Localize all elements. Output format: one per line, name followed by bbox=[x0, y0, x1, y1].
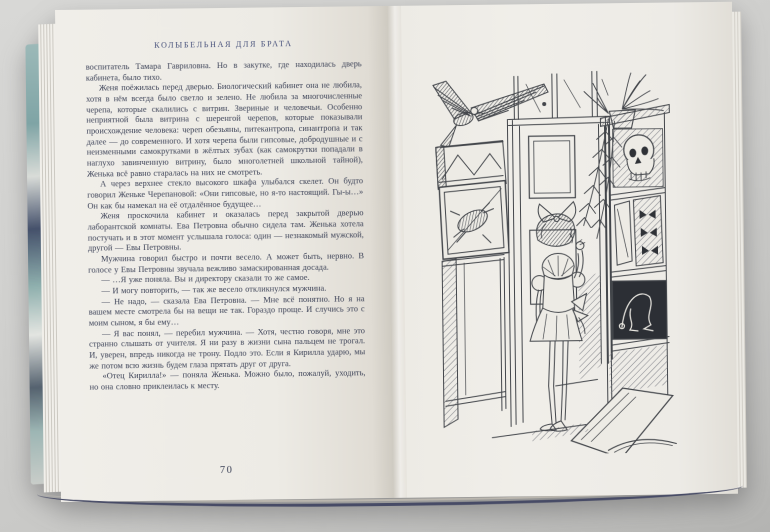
paragraph-dialogue: — …Я уже поняла. Вы и директору сказали то же самое. bbox=[101, 273, 310, 285]
page-number: 70 bbox=[219, 464, 234, 477]
lace-collar bbox=[542, 253, 574, 279]
body-text bbox=[86, 59, 367, 460]
open-book bbox=[25, 2, 747, 503]
butterfly-cases bbox=[614, 196, 663, 267]
legs bbox=[548, 341, 569, 424]
paragraph-dialogue: — И могу повторить, — так же весело откликнулся мужчина. bbox=[101, 283, 327, 296]
paragraph: А через верхнее стекло высокого шкафа улыбался скелет. Он будто говорил Женьке Черепановой: «Они гипсовые, но я-то настоящий. Гы-ы…» Он как бы намекал на её отдалённое будущее… bbox=[87, 176, 364, 211]
paragraph: Женя поёжилась перед дверью. Биологический кабинет она не любила, хотя в нём всегда было светло и зелено. Не любила за многочисленные черепа, которые скалились с витрин. Звериные и человечьи. Особенно неприятной была витрина с шеренгой черепов, которые показывали происхождение человека: череп обезьяны, питекантропа, синантропа и так далее — до современного. И хотя черепа были гипсовые, добродушные и с неизменными самокрутками в жёлтых зубах (как самокрутки попадали в наглухо завинченную витрину, было многолетней школьной тайной), Женька всё равно старалась на них не смотреть. bbox=[86, 80, 363, 179]
skeleton-case bbox=[612, 281, 667, 340]
illustration bbox=[431, 32, 684, 455]
hand-fist bbox=[576, 242, 584, 250]
paragraph: воспитатель Тамара Гавриловна. Но в закутке, где находилась дверь кабинета, было тихо. bbox=[85, 59, 362, 83]
bodice bbox=[542, 275, 574, 314]
paragraph: Женя проскочила кабинет и оказалась перед закрытой дверью лаборантской комнаты. Ева Петровна обычно сидела там. Женька хотела постучать и в этот момент услышала голоса: один — незнакомый мужской, другой — Евы Петровны. bbox=[87, 208, 364, 254]
stuffed-bird bbox=[433, 80, 549, 147]
door-shadow bbox=[578, 271, 601, 379]
paragraph: «Отец Кирилла!» — поняла Женька. Можно было, пожалуй, уходить, но она словно приклеилась к месту. bbox=[89, 368, 366, 392]
frog-specimen-frame bbox=[439, 181, 509, 260]
running-head: КОЛЫБЕЛЬНАЯ ДЛЯ БРАТА bbox=[154, 39, 293, 50]
paragraph-dialogue: — Я вас понял, — перебил мужчина. — Хотя, честно говоря, мне это странно слышать от учителя. Я ни разу в жизни сына пальцем не трогал. И, уверен, впредь никогда не трону. Подло это. Если я Кирилла ударю, мы же потом всю жизнь будем глаза прятать друг от друга. bbox=[89, 326, 366, 371]
paragraph-dialogue: — Не надо, — сказала Ева Петровна. — Мне всё понятно. Но я на вашем месте смотрела бы на вещи не так. Гораздо проще. И случись это с моим сыном, я бы ему… bbox=[88, 294, 365, 328]
right-page bbox=[401, 2, 738, 498]
left-page bbox=[55, 6, 393, 502]
cabinet-stand bbox=[442, 255, 506, 428]
paragraph: Мужчина говорил быстро и почти весело. А может быть, нервно. В голосе у Евы Петровны звучала вежливо замаскированная досада. bbox=[88, 251, 365, 275]
